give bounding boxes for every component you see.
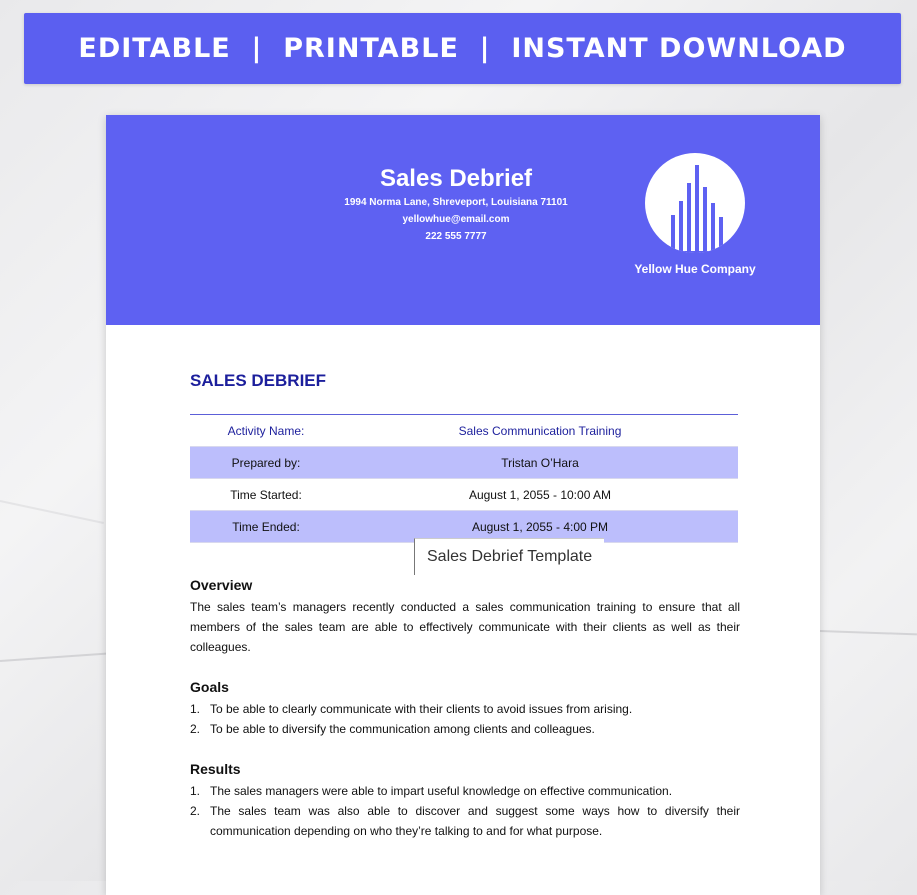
results-title: Results [190, 761, 241, 777]
header-address: 1994 Norma Lane, Shreveport, Louisiana 71101 [344, 197, 568, 208]
results-list [190, 781, 740, 841]
list-text: To be able to diversify the communication among clients and colleagues. [210, 722, 595, 736]
info-row-started [190, 479, 738, 511]
info-value: Tristan O’Hara [501, 455, 579, 470]
header-email: yellowhue@email.com [402, 214, 510, 225]
info-row-prepared [190, 447, 738, 479]
marble-vein [820, 630, 917, 635]
list-text: To be able to clearly communicate with their clients to avoid issues from arising. [210, 702, 633, 716]
list-number: 2. [190, 804, 201, 818]
list-item [190, 719, 740, 739]
list-number: 1. [190, 702, 201, 716]
list-number: 2. [190, 722, 201, 736]
document-header [106, 115, 820, 325]
promo-banner [24, 13, 901, 84]
list-text: The sales team was also able to discover and suggest some ways how to diversify their communication depending on who they’re talking to and for what purpose. [210, 804, 740, 838]
document-heading: SALES DEBRIEF [190, 371, 327, 390]
template-tooltip: Sales Debrief Template [414, 538, 604, 575]
document-page [106, 115, 820, 895]
overview-text: The sales team’s managers recently conducted a sales communication training to ensure that all members of the sales team are able to effectively communicate with their clients as well as their colleagues. [190, 600, 740, 654]
info-value: August 1, 2055 - 4:00 PM [471, 519, 609, 534]
list-number: 1. [190, 784, 201, 798]
list-item [190, 699, 740, 719]
marble-vein [0, 652, 110, 662]
marble-vein [0, 500, 104, 524]
info-label: Time Ended: [232, 519, 300, 534]
info-value: Sales Communication Training [458, 423, 622, 438]
banner-text: EDITABLE | PRINTABLE | INSTANT DOWNLOAD [78, 33, 847, 64]
company-name: Yellow Hue Company [634, 262, 756, 276]
info-value: August 1, 2055 - 10:00 AM [468, 487, 612, 502]
info-table [190, 414, 738, 543]
city-skyline-icon [645, 153, 745, 253]
header-phone: 222 555 7777 [425, 231, 487, 242]
list-text: The sales managers were able to impart useful knowledge on effective communication. [210, 784, 673, 798]
overview-title: Overview [190, 577, 253, 593]
goals-list [190, 699, 740, 739]
info-label: Activity Name: [227, 423, 305, 438]
header-title: Sales Debrief [379, 165, 533, 192]
goals-title: Goals [190, 679, 229, 695]
list-item [190, 781, 740, 801]
info-label: Time Started: [230, 487, 302, 502]
info-label: Prepared by: [231, 455, 301, 470]
info-row-activity [190, 415, 738, 447]
list-item [190, 801, 740, 841]
